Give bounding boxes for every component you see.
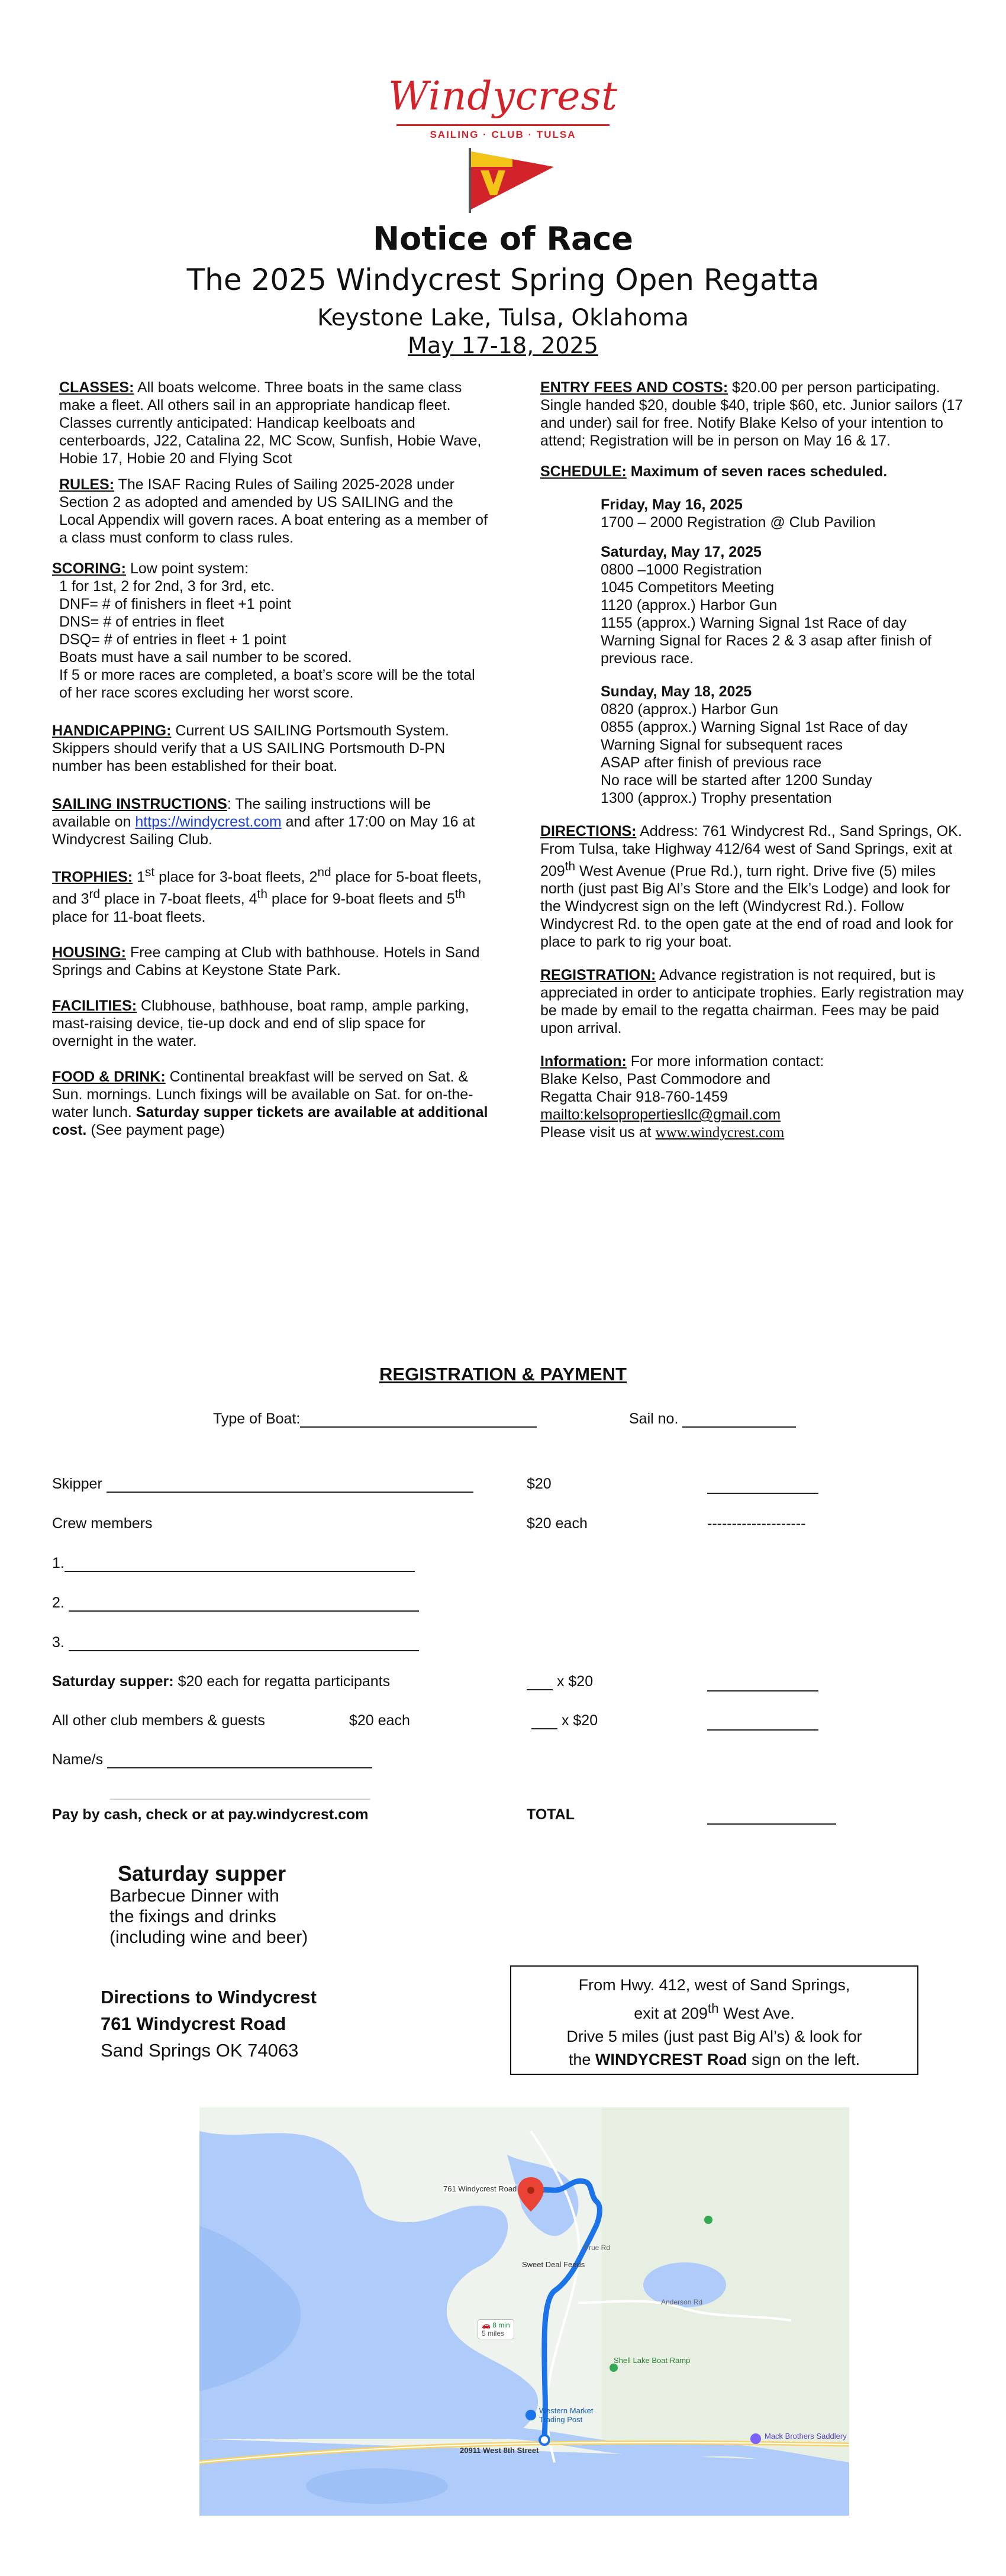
handicapping-text: Current US SAILING Portsmouth System. Skippers should verify that a US SAILING Portsmouth D-PN number has been established for their boat. xyxy=(52,722,450,774)
logo xyxy=(373,70,633,218)
sail-no-field[interactable] xyxy=(682,1413,796,1428)
logo-swoosh xyxy=(396,124,610,126)
map-label: Sweet Deal Feeds xyxy=(522,2260,585,2269)
sailing-instructions-text-2: and after 17:00 on May 16 at Windycrest Sailing Club. xyxy=(52,814,475,848)
ordinal-suffix: th xyxy=(565,860,576,873)
classes-section xyxy=(52,379,490,467)
information-heading: Information: xyxy=(540,1053,627,1070)
crew-name-field[interactable] xyxy=(69,1597,419,1612)
facilities-heading: FACILITIES: xyxy=(52,997,137,1014)
supper-price: x $20 xyxy=(556,1673,594,1690)
classes-heading: CLASSES: xyxy=(59,379,134,396)
website-link[interactable]: www.windycrest.com xyxy=(655,1125,785,1141)
rules-heading: RULES: xyxy=(59,476,115,493)
schedule-line: 1300 (approx.) Trophy presentation xyxy=(601,790,832,806)
facilities-section xyxy=(52,997,490,1050)
others-price: x $20 xyxy=(561,1712,598,1729)
club-address xyxy=(101,1984,317,2064)
car-icon: 🚗 xyxy=(482,2321,491,2329)
trophies-text: place for 5-boat fleets, and 3 xyxy=(52,869,482,908)
saturday-heading: Saturday, May 17, 2025 xyxy=(601,544,762,560)
supper-line: (including wine and beer) xyxy=(109,1928,308,1947)
skipper-label: Skipper xyxy=(52,1476,102,1492)
supper-line: the fixings and drinks xyxy=(109,1907,276,1926)
registration-section xyxy=(540,966,966,1037)
ordinal-suffix: st xyxy=(144,866,155,879)
visit-line xyxy=(540,1124,966,1142)
registration-heading: REGISTRATION: xyxy=(540,967,656,984)
crew-amount-dashes: -------------------- xyxy=(707,1515,806,1532)
facilities-text: Clubhouse, bathhouse, boat ramp, ample parking, mast-raising device, tie-up dock and end of slip space for overnight in the water. xyxy=(52,997,469,1050)
supper-line: Barbecue Dinner with xyxy=(109,1886,279,1906)
trophies-text: place for 11-boat fleets. xyxy=(52,908,206,925)
ordinal-suffix: th xyxy=(707,2001,719,2016)
map-label: Western Market Trading Post xyxy=(539,2406,594,2424)
others-amount-field[interactable] xyxy=(707,1716,818,1731)
schedule-line: 1045 Competitors Meeting xyxy=(601,579,775,596)
food-heading: FOOD & DRINK: xyxy=(52,1068,166,1085)
map-route-time: 8 min xyxy=(492,2321,510,2329)
total-label xyxy=(527,1806,575,1823)
logo-script-text: Windycrest xyxy=(388,73,618,119)
scoring-line: 1 for 1st, 2 for 2nd, 3 for 3rd, etc. xyxy=(59,578,275,595)
ordinal-suffix: th xyxy=(454,887,466,902)
crew-name-field[interactable] xyxy=(69,1637,419,1651)
form-title xyxy=(0,1364,1006,1385)
skipper-name-field[interactable] xyxy=(107,1479,473,1493)
visit-text: Please visit us at xyxy=(540,1124,652,1141)
box-line-exit xyxy=(511,1997,917,2025)
supper-title: Saturday supper xyxy=(118,1861,286,1886)
others-qty-row xyxy=(531,1712,598,1729)
schedule-sunday xyxy=(601,683,966,807)
supper-amount-field[interactable] xyxy=(707,1677,818,1691)
map-label: Mack Brothers Saddlery xyxy=(765,2432,847,2441)
housing-heading: HOUSING: xyxy=(52,944,126,961)
regatta-name: The 2025 Windycrest Spring Open Regatta xyxy=(186,263,820,297)
scoring-line: If 5 or more races are completed, a boat’s score will be the total of her race scores excluding her worst score. xyxy=(59,667,475,701)
directions-text: Address: 761 Windycrest Rd., Sand Springs, OK. From Tulsa, take Highway 412/64 west of Sand Springs, exit at 209 xyxy=(540,823,962,880)
pay-note-text: Pay by cash, check or at pay.windycrest.com xyxy=(52,1806,369,1823)
others-qty-field[interactable] xyxy=(531,1715,557,1729)
pay-note xyxy=(52,1806,369,1823)
schedule-line: 1155 (approx.) Warning Signal 1st Race of day xyxy=(601,615,907,631)
box-line: sign on the left. xyxy=(751,2051,860,2068)
information-text: For more information contact: xyxy=(630,1053,824,1070)
map-destination-label: 20911 West 8th Street xyxy=(460,2446,539,2455)
supper-row xyxy=(52,1673,390,1690)
total-amount-field[interactable] xyxy=(707,1810,836,1825)
information-section xyxy=(540,1053,966,1070)
names-field[interactable] xyxy=(107,1754,372,1768)
directions-section xyxy=(540,822,966,951)
schedule-friday xyxy=(601,496,966,531)
sailing-instructions-text: : The sailing instructions will be available on xyxy=(52,796,431,830)
crew-row-1 xyxy=(52,1554,415,1572)
boat-type-field[interactable] xyxy=(300,1413,537,1428)
schedule-line: Warning Signal for subsequent races xyxy=(601,737,843,753)
crew-name-field[interactable] xyxy=(65,1558,415,1572)
map-route-distance: 5 miles xyxy=(482,2329,505,2338)
map-label: Shell Lake Boat Ramp xyxy=(614,2356,691,2365)
supper-tickets-note: Saturday supper tickets are available at additional cost. xyxy=(52,1103,488,1138)
address-street: 761 Windycrest Road xyxy=(101,2013,286,2034)
fees-text: $20.00 per person participating. Single handed $20, double $40, triple $60, etc. Junior sailors (17 and under) sail for free. Notify Blake Kelso of your intention to attend; Registration will be in person on May 16 & 17. xyxy=(540,379,963,449)
map-pin-label: 761 Windycrest Road xyxy=(443,2184,517,2193)
address-title: Directions to Windycrest xyxy=(101,1987,317,2007)
schedule-line: 1700 – 2000 Registration @ Club Pavilion xyxy=(601,514,876,531)
road-name: WINDYCREST Road xyxy=(595,2051,747,2068)
boat-type-label: Type of Boat: xyxy=(213,1410,301,1427)
supper-text: $20 each for regatta participants xyxy=(178,1673,391,1690)
directions-text-2: West Avenue (Prue Rd.), turn right. Drive five (5) miles north (just past Big Al’s Store and the Elk’s Lodge) and look for the Windycrest sign on the left (Windycrest Rd.). Follow Windycrest Rd. to the open gate at the end of road and look for place to park to rig your boat. xyxy=(540,863,953,951)
handicapping-heading: HANDICAPPING: xyxy=(52,722,172,739)
box-line: the xyxy=(568,2051,591,2068)
supper-qty-field[interactable] xyxy=(527,1676,553,1690)
boat-type-row xyxy=(213,1410,537,1428)
total-label-text: TOTAL xyxy=(527,1806,575,1823)
box-line: From Hwy. 412, west of Sand Springs, xyxy=(578,1976,850,1994)
schedule-heading: SCHEDULE: xyxy=(540,463,627,480)
skipper-row xyxy=(52,1475,473,1493)
names-label: Name/s xyxy=(52,1751,104,1768)
left-column xyxy=(52,379,490,1139)
right-column xyxy=(540,379,966,1142)
map-label: Anderson Rd xyxy=(661,2298,703,2306)
box-line-sign xyxy=(511,2048,917,2071)
others-label: All other club members & guests xyxy=(52,1712,265,1729)
food-text-2: (See payment page) xyxy=(91,1121,225,1138)
schedule-section xyxy=(540,463,966,480)
skipper-amount-field[interactable] xyxy=(707,1480,818,1494)
classes-text-2: Hobie Wave, Hobie 17, Hobie 20 and Flying Scot xyxy=(59,432,482,467)
crew-row-3 xyxy=(52,1634,419,1651)
others-each: $20 each xyxy=(349,1712,410,1729)
handicapping-section xyxy=(52,722,490,775)
map-label: Prue Rd xyxy=(584,2243,611,2252)
names-row xyxy=(52,1751,372,1768)
names-field-2[interactable] xyxy=(110,1799,370,1800)
trophies-section xyxy=(52,864,490,926)
sailing-instructions-heading: SAILING INSTRUCTIONS xyxy=(52,796,227,812)
scoring-line: DNS= # of entries in fleet xyxy=(59,614,224,630)
schedule-line: 0820 (approx.) Harbor Gun xyxy=(601,701,779,718)
trophies-text: place for 9-boat fleets and 5 xyxy=(271,890,455,908)
address-city: Sand Springs OK 74063 xyxy=(101,2040,299,2061)
ordinal-suffix: rd xyxy=(89,887,101,902)
classes-text: All boats welcome. Three boats in the same class make a fleet. All others sail in an appropriate handicap fleet. Classes currently anticipated: Handicap keelboats and centerboards, J22, Catalina 22, MC Scow, Sunfish, xyxy=(59,379,462,449)
directions-heading: DIRECTIONS: xyxy=(540,823,637,840)
schedule-line: ASAP after finish of previous race xyxy=(601,754,822,771)
map[interactable] xyxy=(199,2107,849,2516)
skipper-fee: $20 xyxy=(527,1476,552,1492)
scoring-line: DSQ= # of entries in fleet + 1 point xyxy=(59,631,286,648)
crew-label: Crew members xyxy=(52,1515,153,1532)
sailing-instructions-section xyxy=(52,795,490,848)
scoring-line: Boats must have a sail number to be scored. xyxy=(59,649,352,666)
box-line: exit at 209 xyxy=(634,2004,708,2022)
schedule-text: Maximum of seven races scheduled. xyxy=(630,463,888,480)
contact-line: Regatta Chair 918-760-1459 xyxy=(540,1089,728,1106)
regatta-location: Keystone Lake, Tulsa, Oklahoma xyxy=(317,305,689,331)
scoring-line: DNF= # of finishers in fleet +1 point xyxy=(59,596,291,612)
crew-number: 1. xyxy=(52,1555,65,1571)
logo-subtitle: SAILING · CLUB · TULSA xyxy=(430,129,576,140)
burgee-flag-icon xyxy=(467,148,556,213)
scoring-heading: SCORING: xyxy=(52,560,126,577)
supper-qty-row xyxy=(527,1673,593,1690)
housing-text: Free camping at Club with bathhouse. Hotels in Sand Springs and Cabins at Keystone State Park. xyxy=(52,944,480,979)
fees-heading: ENTRY FEES AND COSTS: xyxy=(540,379,728,396)
trophies-text: place in 7-boat fleets, 4 xyxy=(104,890,257,908)
ordinal-suffix: th xyxy=(257,887,267,902)
box-line: Drive 5 miles (just past Big Al’s) & look for xyxy=(566,2028,862,2045)
trophies-heading: TROPHIES: xyxy=(52,869,133,886)
rules-section xyxy=(52,476,490,547)
scoring-text: Low point system: xyxy=(130,560,249,577)
directions-box xyxy=(510,1965,918,2075)
crew-fee: $20 each xyxy=(527,1515,588,1532)
box-line: West Ave. xyxy=(723,2004,795,2022)
schedule-line: 1120 (approx.) Harbor Gun xyxy=(601,597,778,614)
regatta-dates-text: May 17-18, 2025 xyxy=(408,333,598,359)
crew-number: 3. xyxy=(52,1634,65,1651)
rules-text: The ISAF Racing Rules of Sailing 2025-2028 under Section 2 as adopted and amended by US SAILING and the Local Appendix will govern races. A boat entering as a member of a class must conform to class rules. xyxy=(59,476,488,546)
windycrest-link[interactable]: https://windycrest.com xyxy=(135,814,282,830)
schedule-line: Warning Signal for Races 2 & 3 asap after finish of previous race. xyxy=(601,632,932,667)
schedule-line: No race will be started after 1200 Sunday xyxy=(601,772,872,789)
schedule-line: 0855 (approx.) Warning Signal 1st Race of day xyxy=(601,719,908,735)
food-text: Continental breakfast will be served on Sat. & Sun. mornings. Lunch fixings will be available on Sat. for on-the-water lunch. xyxy=(52,1068,473,1121)
ordinal-suffix: nd xyxy=(317,866,331,879)
schedule-saturday xyxy=(601,543,966,667)
crew-row-2 xyxy=(52,1594,419,1612)
form-title-text: REGISTRATION & PAYMENT xyxy=(379,1364,627,1384)
food-section xyxy=(52,1068,490,1139)
sunday-heading: Sunday, May 18, 2025 xyxy=(601,683,752,700)
trophies-text: 1 xyxy=(137,869,145,886)
housing-section xyxy=(52,944,490,979)
supper-info xyxy=(109,1862,308,1948)
fees-section xyxy=(540,379,966,450)
regatta-dates xyxy=(0,333,1006,359)
scoring-section xyxy=(52,560,490,577)
registration-text: Advance registration is not required, but is appreciated in order to anticipate trophies. Early registration may be made by email to the regatta chairman. Fees may be paid upon arrival. xyxy=(540,967,964,1037)
page-title: Notice of Race xyxy=(372,220,634,257)
email-link[interactable]: mailto:kelsopropertiesllc@gmail.com xyxy=(540,1106,781,1124)
map-route-badge[interactable] xyxy=(478,2319,514,2339)
friday-heading: Friday, May 16, 2025 xyxy=(601,496,743,513)
crew-number: 2. xyxy=(52,1594,65,1611)
contact-line: Blake Kelso, Past Commodore and xyxy=(540,1071,771,1088)
sail-no-label: Sail no. xyxy=(629,1410,679,1427)
supper-label: Saturday supper: xyxy=(52,1673,174,1690)
schedule-line: 0800 –1000 Registration xyxy=(601,561,762,578)
sail-no-row xyxy=(629,1410,796,1428)
trophies-text: place for 3-boat fleets, 2 xyxy=(159,869,318,886)
